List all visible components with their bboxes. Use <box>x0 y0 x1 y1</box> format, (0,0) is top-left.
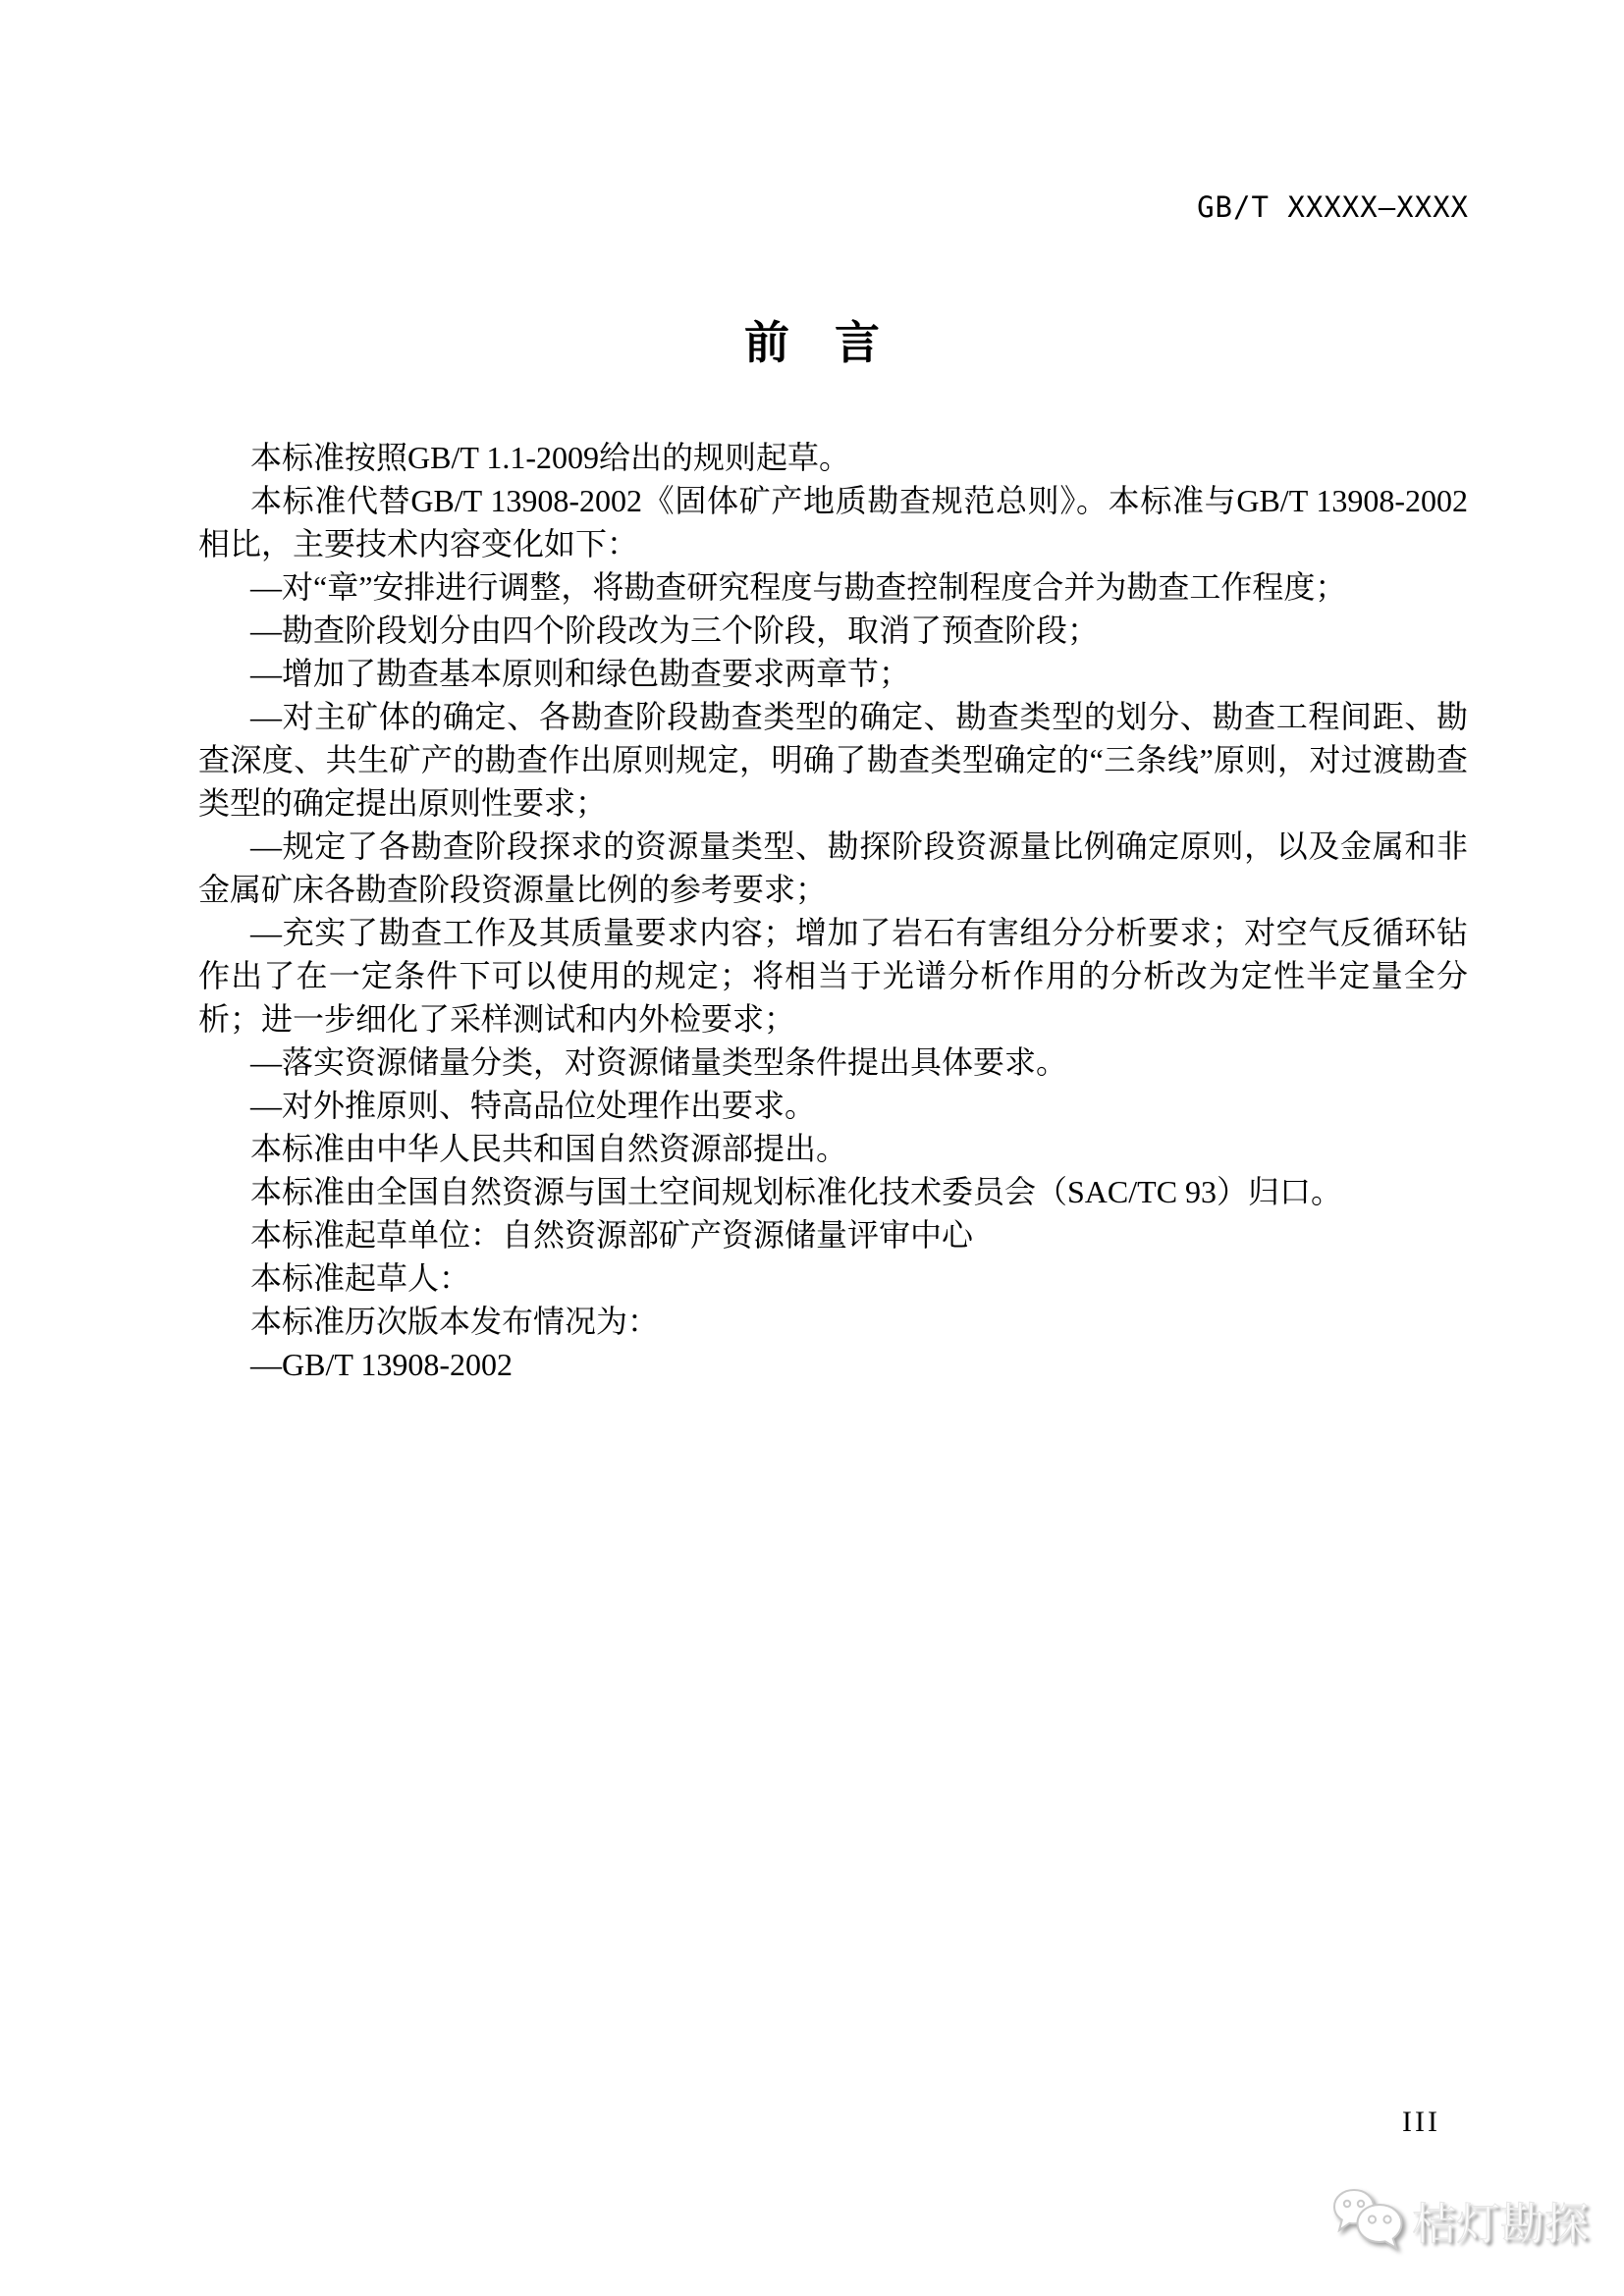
paragraph: —勘查阶段划分由四个阶段改为三个阶段，取消了预查阶段； <box>250 613 1100 648</box>
paragraph: 本标准按照GB/T 1.1-2009给出的规则起草。 <box>250 440 850 475</box>
paragraph: 本标准起草人： <box>250 1260 471 1296</box>
paragraph: 本标准由全国自然资源与国土空间规划标准化技术委员会（SAC/TC 93）归口。 <box>250 1174 1343 1209</box>
paragraph: —GB/T 13908-2002 <box>250 1347 513 1382</box>
paragraph: —规定了各勘查阶段探求的资源量类型、勘探阶段资源量比例确定原则，以及金属和非金属矿床各勘查阶段资源量比例的参考要求； <box>198 828 1468 907</box>
watermark-text: 桔灯勘探 <box>1412 2198 1590 2249</box>
paragraph: 本标准代替GB/T 13908-2002《固体矿产地质勘查规范总则》。本标准与GB/T 13908-2002相比，主要技术内容变化如下： <box>198 483 1468 561</box>
standard-code: GB/T XXXXX—XXXX <box>1197 190 1469 224</box>
page-title: 前 言 <box>744 317 880 368</box>
paragraph: 本标准历次版本发布情况为： <box>250 1304 660 1339</box>
paragraph: —对主矿体的确定、各勘查阶段勘查类型的确定、勘查类型的划分、勘查工程间距、勘查深度、共生矿产的勘查作出原则规定，明确了勘查类型确定的“三条线”原则，对过渡勘查类型的确定提出原则性要求； <box>198 699 1468 821</box>
document-body <box>198 436 1468 1386</box>
paragraph: —落实资源储量分类，对资源储量类型条件提出具体要求。 <box>250 1044 1068 1080</box>
paragraph: —对外推原则、特高品位处理作出要求。 <box>250 1088 817 1123</box>
paragraph: —增加了勘查基本原则和绿色勘查要求两章节； <box>250 656 911 691</box>
watermark <box>1331 2187 1589 2260</box>
paragraph: 本标准起草单位：自然资源部矿产资源储量评审中心 <box>250 1217 974 1253</box>
wechat-icon <box>1331 2187 1406 2260</box>
paragraph: —对“章”安排进行调整，将勘查研究程度与勘查控制程度合并为勘查工作程度； <box>250 569 1347 605</box>
page-number: III <box>1402 2106 1440 2138</box>
paragraph: —充实了勘查工作及其质量要求内容；增加了岩石有害组分分析要求；对空气反循环钻作出了在一定条件下可以使用的规定；将相当于光谱分析作用的分析改为定性半定量全分析；进一步细化了采样测试和内外检要求； <box>198 915 1468 1037</box>
paragraph: 本标准由中华人民共和国自然资源部提出。 <box>250 1131 848 1166</box>
